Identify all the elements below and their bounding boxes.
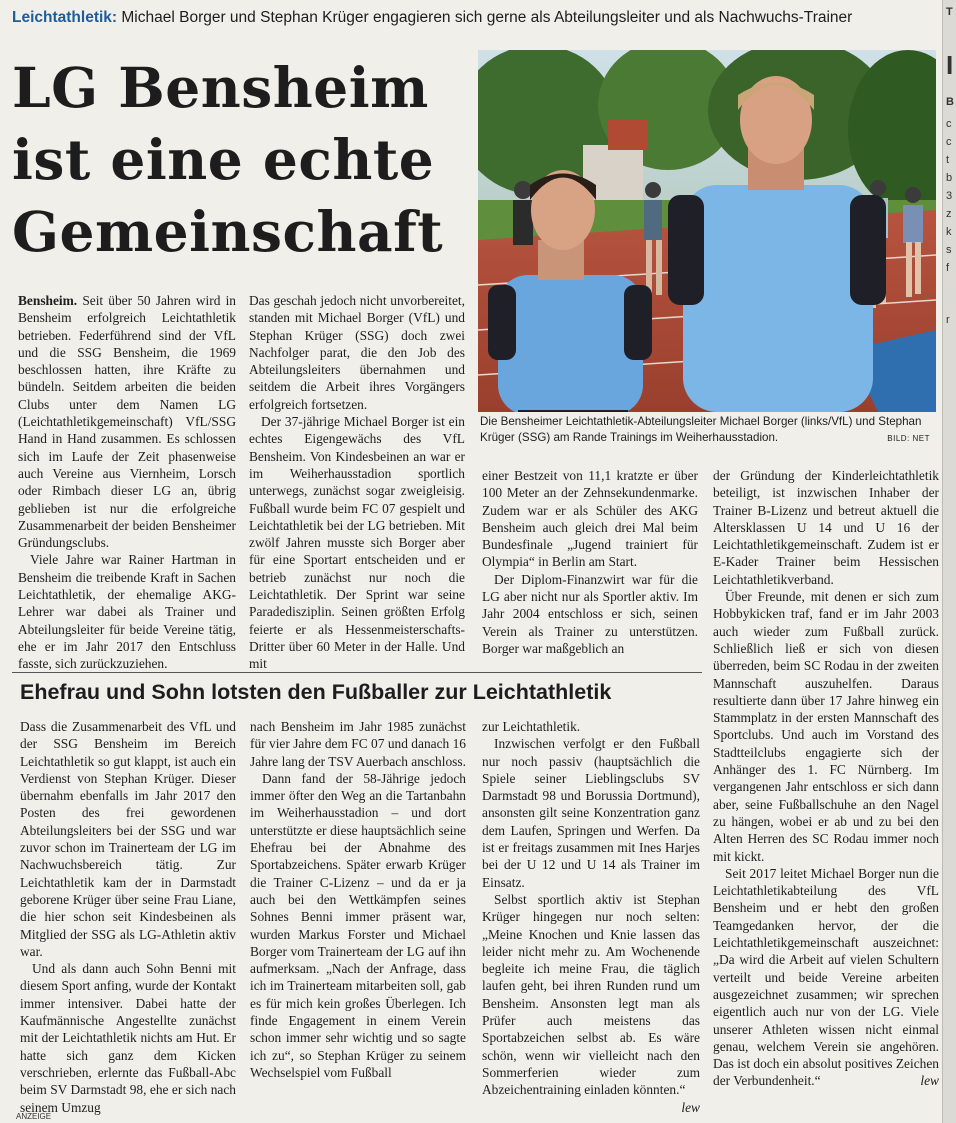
footer-fragment: ANZEIGE	[16, 1112, 52, 1121]
sub-article-column-1	[20, 718, 236, 1116]
paragraph: einer Bestzeit von 11,1 kratzte er über 100 Meter an der Zehnsekundenmarke. Zudem war er als Schüler des AKG Bensheim auch gleich drei Mal beim Bundesfinale „Jugend trainiert für Olympia“ in Berlin am Start.	[482, 468, 698, 570]
edge-letter: I	[946, 50, 954, 80]
paragraph	[18, 292, 236, 551]
headline-line: Gemeinschaft	[12, 199, 444, 264]
paragraph: Dass die Zusammenarbeit des VfL und der SSG Bensheim im Bereich Leichtathletik so gut klappt, ist auch ein Verdienst von Stephan Krüger. Dieser übernahm ebenfalls im Jahr 2017 den Posten des frei gewordenen Abteilungsleiters bei der SSG und war zuvor schon im Trainerteam der LG im Nachwuchsbereich tätig. Zur Leichtathletik kam der in Darmstadt geborene Krüger über seine Frau Liane, die hier schon seit Kindesbeinen als Mitglied der SSG als LG-Athletin aktiv war.	[20, 719, 236, 959]
headline	[12, 52, 462, 268]
headline-line: ist eine echte	[12, 127, 435, 192]
dateline: Bensheim.	[18, 293, 78, 308]
kicker-text: Michael Borger und Stephan Krüger engagieren sich gerne als Abteilungsleiter und als Nachwuchs-Trainer	[121, 9, 853, 26]
headline-line: LG Bensheim	[12, 55, 429, 120]
edge-letter: r	[946, 314, 950, 326]
paragraph: Der Diplom-Finanzwirt war für die LG aber nicht nur als Sportler aktiv. Im Jahr 2004 entschloss er sich, seinen Verein als Trainer zu unterstützen. Borger war maßgeblich an	[482, 571, 698, 656]
edge-letter: s	[946, 244, 952, 256]
paragraph-text: Seit über 50 Jahren wird in Bensheim erfolgreich Leichtathletik betrieben. Federführend sind der VfL und die SSG Bensheim, die 1969 beschlossen hatten, ihre Kräfte zu bündeln. Seitdem arbeiten die beiden Clubs unter dem Namen LG (Leichtathletikgemeinschaft) VfL/SSG Hand in Hand zusammen. Es schlossen sich im Laufe der Zeit phasenweise auch Vereine aus Viernheim, Lorsch oder Rimbach dieser LG an, übrig geblieben ist nur die erfolgreiche Zusammenarbeit der beiden Bensheimer Gründungsclubs.	[18, 293, 236, 551]
article-column-2	[249, 292, 465, 673]
kicker	[12, 9, 912, 27]
photo-credit: BILD: NET	[887, 434, 930, 443]
sub-article-column-2	[250, 718, 466, 1081]
edge-letter: T	[946, 6, 953, 18]
paragraph-text: Selbst sportlich aktiv ist Stephan Krüger hingegen nur noch selten: „Meine Knochen und Knie lassen das leider nicht mehr zu. Am Wochenende begleite ich meine Frau, die täglich laufen geht, bei ihren Runden rund um Bensheim. Ansonsten legt man als Prüfer auch meistens das Sportabzeichen selbst ab. Es wäre schön, wenn wir vielleicht nach den Sommerferien wieder zum Abzeichentraining einladen könnten.“	[482, 891, 700, 1098]
photo-caption	[480, 414, 938, 446]
article-column-1	[18, 292, 236, 673]
edge-letter: k	[946, 226, 952, 238]
kicker-topic: Leichtathletik:	[12, 9, 118, 26]
edge-letter: 3	[946, 190, 953, 202]
paragraph: Inzwischen verfolgt er den Fußball nur noch passiv (hauptsächlich die Spiele seiner Lieblingsclubs SV Darmstadt 98 und Borussia Dortmund), ansonsten gilt seine Konzentration ganz dem Laufen, Springen und Werfen. Da ist er freitags zusammen mit Ines Harjes bei der U 12 und U 14 als Trainer im Einsatz.	[482, 736, 700, 890]
adjacent-page-edge	[942, 0, 956, 1123]
author-signature: lew	[920, 1073, 939, 1089]
paragraph: Und als dann auch Sohn Benni mit diesem Sport anfing, wurde der Kontakt immer intensiver. Dabei hatte der Kaufmännische Angestellte zunächst mit der Leichtathletik nichts am Hut. Er hatte sich ganz dem Kicken verschrieben, erlernte das Fußball-Abc beim SV Darmstadt 98, ehe er sich nach seinem Umzug	[20, 961, 236, 1115]
sub-headline: Ehefrau und Sohn lotsten den Fußballer zur Leichtathletik	[20, 680, 612, 704]
article-photo	[478, 50, 936, 412]
paragraph: Viele Jahre war Rainer Hartman in Bensheim die treibende Kraft in Sachen Leichtathletik, der ehemalige AKG-Lehrer war dabei als Trainer und Abteilungsleiter für beide Vereine tätig, ehe er im Jahr 2017 den Entschluss fasste, sich zurückzuziehen.	[18, 552, 236, 672]
edge-letter: z	[946, 208, 952, 220]
edge-letter: c	[946, 118, 952, 130]
edge-letter: f	[946, 262, 950, 274]
caption-text: Die Bensheimer Leichtathletik-Abteilungsleiter Michael Borger (links/VfL) und Stephan Krüger (SSG) am Rande Trainings im Weiherhausstadion.	[480, 415, 922, 444]
paragraph: Dann fand der 58-Jährige jedoch immer öfter den Weg an die Tartanbahn im Weiherhausstadion – und dort unterstützte er diese hauptsächlich seine Ehefrau bei der Abnahme des Sportabzeichens. Später erwarb Krüger die Trainer C-Lizenz – und da er ja auch bei den Wettkämpfen seines Sohnes Benni immer präsent war, wurden Markus Forster und Michael Borger vom Trainerteam der LG auf ihn aufmerksam. „Nach der Anfrage, dass ich im Trainerteam mitarbeiten soll, gab es für mich kein großes Überlegen. Ich finde Engagement in einem Verein schon immer sehr wichtig und so sagte ich zu“, so Stephan Krüger zu seinem Wechselspiel vom Fußball	[250, 770, 466, 1080]
photo-illustration	[478, 50, 936, 412]
paragraph	[482, 891, 700, 1115]
paragraph: Der 37-jährige Michael Borger ist ein echtes Eigengewächs des VfL Bensheim. Von Kindesbeinen an war er im Weiherhausstadion sportlich unterwegs, zunächst sogar zweigleisig. Fußball wurde beim FC 07 gespielt und Leichtathletik bei der LG betrieben. Mit zwölf Jahren musste sich Borger aber für eine Sportart entscheiden und er betrieb zunächst nur noch die Leichtathletik. Der Sprint war seine Paradedisziplin. Seinen größten Erfolg feierte er als Hessenmeisterschafts-Dritter über 60 Meter in der Halle. Und mit	[249, 414, 465, 672]
paragraph: nach Bensheim im Jahr 1985 zunächst für vier Jahre dem FC 07 und danach 16 Jahre lang der TSV Auerbach anschloss.	[250, 719, 466, 769]
author-signature: lew	[681, 1099, 700, 1115]
edge-letter: t	[946, 154, 950, 166]
paragraph-text: Seit 2017 leitet Michael Borger nun die Leichtathletikabteilung des VfL Bensheim und er hebt den großen Teamgedanken hervor, der die Leichtathletikgemeinschaft auszeichnet: „Da wird die Arbeit auf vielen Schultern verteilt und beide Vereine arbeiten ausgezeichnet zusammen; wir sprechen eigentlich auch nur von der LG. Viele unserer Athleten wissen nicht einmal genau, welchem Verein sie angehören. Das ist doch ein absolut positives Zeichen der Verbundenheit.“	[713, 865, 939, 1089]
paragraph	[713, 865, 939, 1090]
paragraph: Über Freunde, mit denen er sich zum Hobbykicken traf, fand er im Jahr 2003 auch wieder zum Fußball zurück. Schließlich ließ er sich von diesen überreden, beim SC Rodau in der zweiten Mannschaft auszuhelfen. Daraus resultierte dann über 17 Jahre hinweg ein Stammplatz in der ersten Mannschaft des Sportclubs. Und auch im Vorstand des Stadtteilclubs engagierte sich der Anhänger des 1. FC Nürnberg. Im vergangenen Jahr entschloss er sich dann aber, seine Fußballschuhe an den Nagel zu hängen, wobei er ab und zu bei den Alten Herren des SC Rodau immer noch mit kickt.	[713, 589, 939, 864]
sub-article-column-3	[482, 718, 700, 1116]
paragraph: der Gründung der Kinderleichtathletik beteiligt, ist inzwischen Inhaber der Trainer B-Lizenz und betreut aktuell die Altersklassen U 14 und U 16 der Leichtathletikgemeinschaft. Zudem ist er E-Kader Trainer beim Hessischen Leichtathletikverband.	[713, 468, 939, 587]
edge-letter: b	[946, 172, 953, 184]
paragraph: zur Leichtathletik.	[482, 719, 581, 734]
article-column-4	[713, 467, 939, 1090]
article-column-3	[482, 467, 698, 657]
edge-letter: B	[946, 96, 954, 108]
paragraph: Das geschah jedoch nicht unvorbereitet, standen mit Michael Borger (VfL) und Stephan Krüger (SSG) doch zwei Nachfolger parat, die den Job des Abteilungsleiters übernahmen und seitdem die Arbeit ihres Vorgängers erfolgreich fortsetzen.	[249, 293, 465, 412]
section-divider	[12, 672, 702, 673]
edge-letter: c	[946, 136, 952, 148]
